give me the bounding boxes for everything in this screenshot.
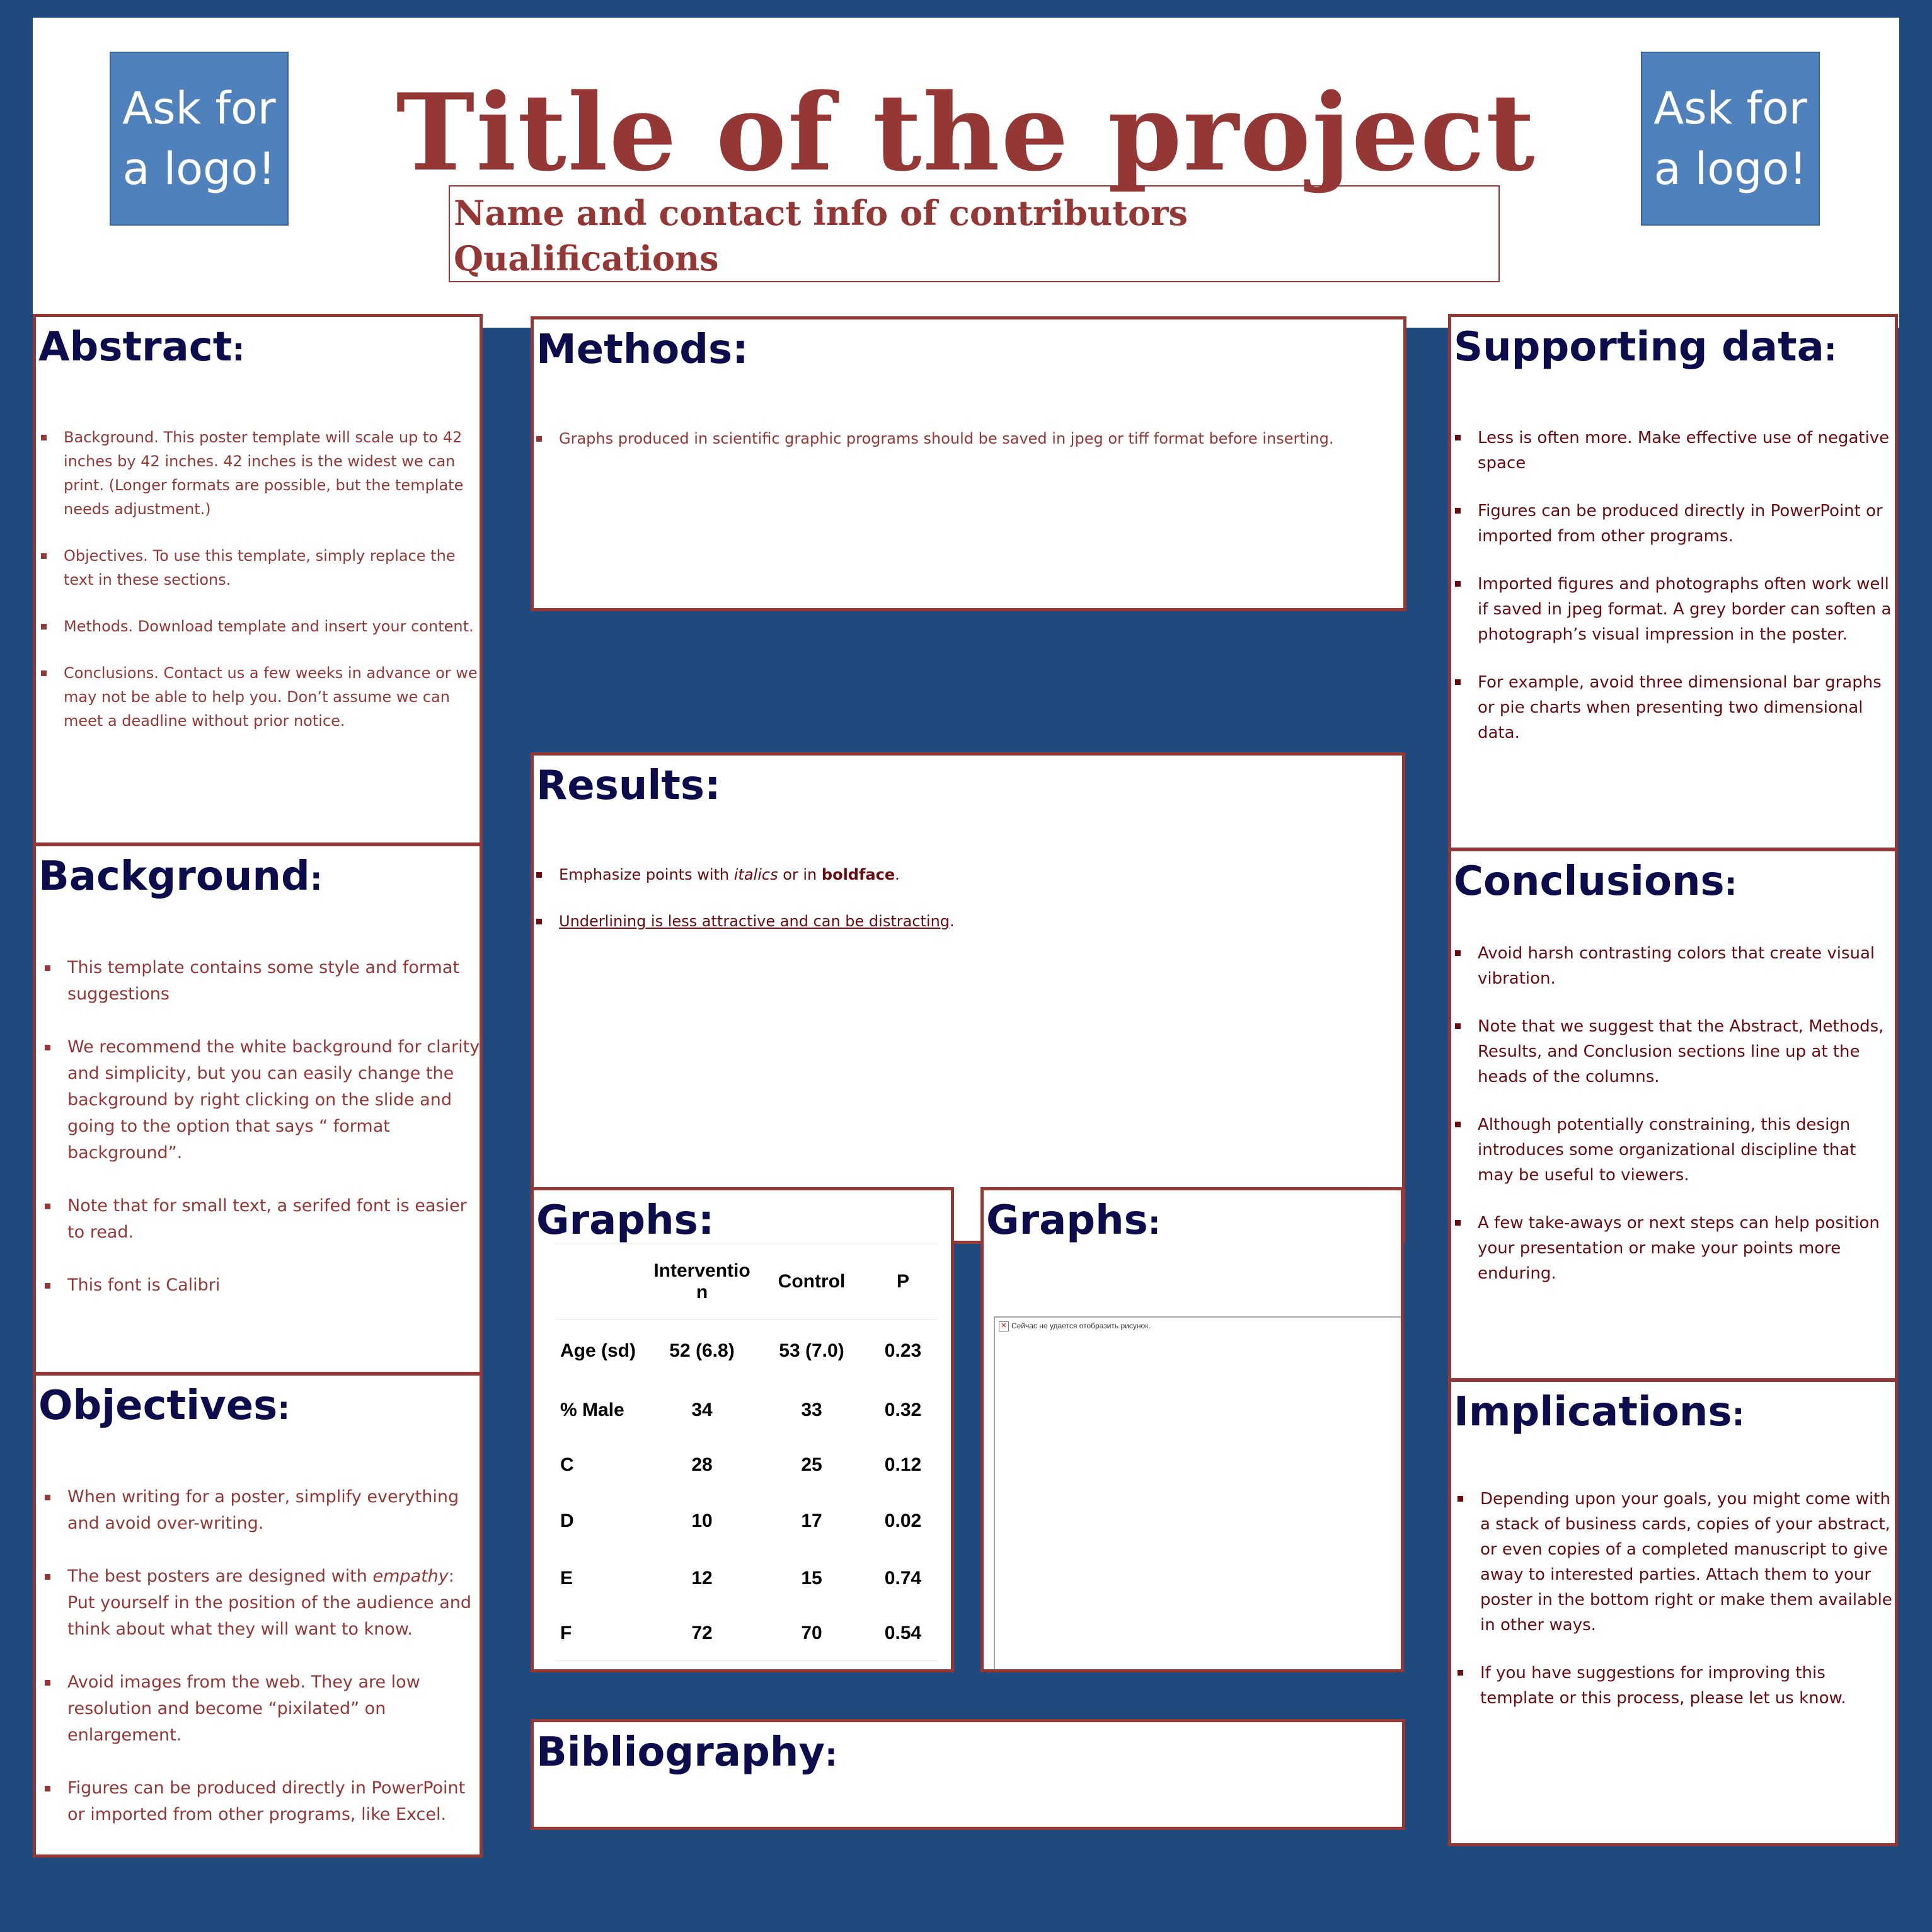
- contributors-box: [449, 185, 1500, 282]
- list-item: Background. This poster template will scale up to 42 inches by 42 inches. 42 inches is the widest we can print. (Longer formats are possible, but the template needs adjustment.): [64, 425, 483, 521]
- conclusions-heading: Conclusions:: [1454, 858, 1737, 905]
- list-item: Note that we suggest that the Abstract, Methods, Results, and Conclusion sections line up at the heads of the columns.: [1478, 1014, 1897, 1090]
- bibliography-panel: [531, 1719, 1405, 1830]
- table-row: [555, 1438, 937, 1492]
- table-cell: 33: [801, 1399, 822, 1420]
- contributors-text: Name and contact info of contributors: [454, 193, 1188, 233]
- table-cell: D: [560, 1510, 574, 1531]
- logo-text-line1: Ask for: [122, 83, 276, 134]
- poster-title: Title of the project: [396, 70, 1536, 195]
- objectives-heading: Objectives:: [38, 1383, 290, 1429]
- table-cell: % Male: [560, 1399, 624, 1420]
- table-cell: 53 (7.0): [779, 1340, 844, 1361]
- supporting-data-heading: Supporting data:: [1454, 324, 1837, 371]
- table-cell: 0.12: [884, 1454, 922, 1475]
- list-item: This font is Calibri: [67, 1272, 483, 1299]
- implications-list: [1451, 1440, 1893, 1711]
- abstract-panel: [33, 314, 483, 846]
- list-item: We recommend the white background for clarity and simplicity, but you can easily change the background by right clicking on the slide and going to the option that says “ format background”.: [67, 1034, 483, 1166]
- table-cell: E: [560, 1567, 573, 1589]
- table-header-cell: P: [896, 1270, 909, 1292]
- table-cell: 17: [801, 1510, 822, 1531]
- broken-image-icon: ✕: [999, 1321, 1009, 1331]
- logo-text-line2: a logo!: [122, 143, 276, 195]
- list-item: Figures can be produced directly in PowerPoint or imported from other programs.: [1478, 498, 1897, 549]
- table-cell: 0.02: [884, 1510, 922, 1531]
- data-table: [555, 1243, 937, 1661]
- methods-list: [534, 375, 1403, 451]
- graphs-table-panel: [531, 1187, 954, 1672]
- table-header-cell: Control: [778, 1270, 846, 1292]
- list-item: Depending upon your goals, you might come with a stack of business cards, copies of your abstract, or even copies of a completed manuscript to give away to interested parties. Attach them to your poster in the bottom right or make them available in other ways.: [1480, 1486, 1893, 1638]
- conclusions-list: [1451, 909, 1897, 1286]
- objectives-list: [36, 1434, 483, 1828]
- list-item: Methods. Download template and insert your content.: [64, 614, 483, 638]
- graphs-heading: Graphs:: [986, 1197, 1161, 1244]
- table-cell: 28: [691, 1454, 713, 1475]
- implications-panel: [1448, 1379, 1898, 1846]
- list-item: For example, avoid three dimensional bar graphs or pie charts when presenting two dimensional data.: [1478, 670, 1897, 745]
- table-cell: Age (sd): [560, 1340, 636, 1361]
- table-cell: 0.23: [884, 1340, 922, 1361]
- list-item: If you have suggestions for improving this template or this process, please let us know.: [1480, 1660, 1893, 1711]
- list-item: Less is often more. Make effective use of negative space: [1478, 425, 1897, 476]
- graphs-heading: Graphs:: [536, 1197, 715, 1244]
- table-cell: 12: [691, 1567, 713, 1589]
- implications-heading: Implications:: [1454, 1389, 1745, 1435]
- table-cell: C: [560, 1454, 574, 1475]
- methods-panel: [531, 316, 1406, 611]
- table-cell: 25: [801, 1454, 822, 1475]
- list-item: Emphasize points with italics or in boldface.: [559, 863, 1402, 887]
- logo-text-line2: a logo!: [1653, 143, 1807, 195]
- table-row: [555, 1320, 937, 1383]
- background-list: [36, 904, 483, 1299]
- table-cell: 34: [691, 1399, 713, 1420]
- table-cell: F: [560, 1623, 572, 1644]
- supporting-data-panel: [1448, 314, 1898, 851]
- broken-image-placeholder: [994, 1316, 1403, 1672]
- abstract-list: [36, 375, 483, 733]
- table-header-cell: [555, 1244, 650, 1320]
- table-row: [555, 1492, 937, 1550]
- list-item: Imported figures and photographs often work well if saved in jpeg format. A grey border can soften a photograph’s visual impression in the poster.: [1478, 572, 1897, 647]
- list-item: Figures can be produced directly in PowerPoint or imported from other programs, like Excel.: [67, 1775, 483, 1828]
- list-item: Conclusions. Contact us a few weeks in advance or we may not be able to help you. Don’t assume we can meet a deadline without prior notice.: [64, 661, 483, 733]
- table-cell: 0.32: [884, 1399, 922, 1420]
- abstract-heading: Abstract:: [38, 324, 245, 371]
- qualifications-text: Qualifications: [454, 238, 719, 279]
- list-item: Note that for small text, a serifed font is easier to read.: [67, 1193, 483, 1246]
- table-cell: 70: [801, 1623, 822, 1644]
- bibliography-heading: Bibliography:: [536, 1729, 838, 1776]
- list-item: Objectives. To use this template, simply replace the text in these sections.: [64, 544, 483, 592]
- background-heading: Background:: [38, 853, 323, 900]
- results-panel: [531, 752, 1405, 1244]
- list-item: Avoid harsh contrasting colors that create visual vibration.: [1478, 941, 1897, 991]
- table-cell: 15: [801, 1567, 822, 1589]
- background-panel: [33, 843, 483, 1375]
- graphs-image-panel: [980, 1187, 1404, 1672]
- results-heading: Results:: [536, 762, 721, 809]
- list-item: Avoid images from the web. They are low resolution and become “pixilated” on enlargement.: [67, 1669, 483, 1749]
- conclusions-panel: [1448, 848, 1898, 1381]
- logo-text-line1: Ask for: [1653, 83, 1807, 134]
- table-row: [555, 1607, 937, 1661]
- table-cell: 72: [691, 1623, 713, 1644]
- table-cell: 0.74: [884, 1567, 922, 1589]
- table-cell: 10: [691, 1510, 713, 1531]
- list-item: The best posters are designed with empathy: Put yourself in the position of the audience and think about what they will want to know.: [67, 1563, 483, 1643]
- table-cell: 0.54: [884, 1623, 922, 1644]
- supporting-data-list: [1451, 375, 1897, 745]
- list-item: Although potentially constraining, this design introduces some organizational discipline that may be useful to viewers.: [1478, 1112, 1897, 1188]
- list-item: A few take-aways or next steps can help position your presentation or make your points more enduring.: [1478, 1210, 1897, 1286]
- methods-heading: Methods:: [536, 326, 749, 373]
- table-header-cell: Interventio n: [653, 1260, 750, 1302]
- objectives-panel: [33, 1372, 483, 1858]
- table-row: [555, 1383, 937, 1438]
- list-item: Underlining is less attractive and can be distracting.: [559, 909, 1402, 933]
- table-header-row: [555, 1244, 937, 1320]
- table-row: [555, 1550, 937, 1607]
- list-item: When writing for a poster, simplify everything and avoid over-writing.: [67, 1484, 483, 1537]
- results-list: [534, 811, 1402, 933]
- image-error-text: Сейчас не удается отобразить рисунок.: [1011, 1321, 1151, 1330]
- list-item: Graphs produced in scientific graphic programs should be saved in jpeg or tiff format before inserting.: [559, 427, 1403, 451]
- list-item: This template contains some style and format suggestions: [67, 955, 483, 1008]
- table-cell: 52 (6.8): [669, 1340, 735, 1361]
